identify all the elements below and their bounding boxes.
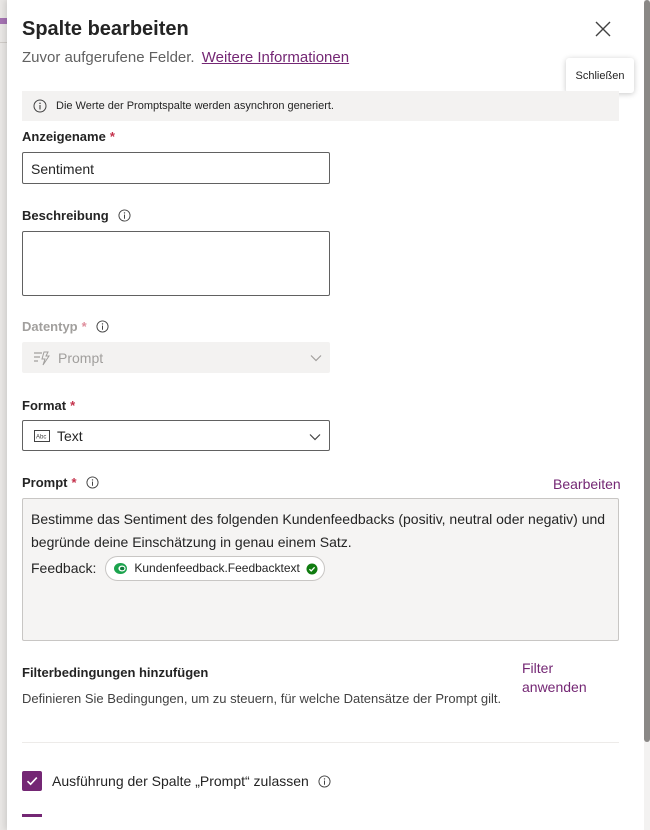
format-label-text: Format bbox=[22, 398, 67, 413]
panel-subtitle bbox=[22, 49, 349, 66]
data-type-label-text: Datentyp bbox=[22, 319, 78, 334]
chevron-down-icon bbox=[308, 430, 322, 444]
format-dropdown[interactable] bbox=[22, 420, 330, 451]
prompt-icon bbox=[33, 350, 51, 366]
prompt-text-area[interactable] bbox=[22, 498, 619, 641]
required-mark: * bbox=[70, 398, 76, 413]
chevron-down-icon bbox=[309, 351, 323, 365]
close-tooltip: Schließen bbox=[566, 58, 634, 93]
allow-execution-row bbox=[22, 771, 331, 791]
background-divider bbox=[0, 42, 7, 43]
display-name-label bbox=[22, 129, 115, 144]
field-chip-label: Kundenfeedback.Feedbacktext bbox=[134, 561, 300, 575]
panel-scrollbar[interactable] bbox=[644, 0, 650, 830]
panel-title: Spalte bearbeiten bbox=[22, 18, 189, 40]
info-icon bbox=[33, 99, 47, 113]
background-accent-mark bbox=[0, 18, 7, 24]
scrollbar-thumb[interactable] bbox=[644, 0, 650, 742]
async-info-bar bbox=[22, 91, 619, 121]
background-app-strip bbox=[0, 0, 7, 830]
required-mark: * bbox=[71, 475, 77, 490]
prompt-text-line: begründe deine Einschätzung in genau einem Satz. bbox=[31, 534, 352, 550]
text-format-icon bbox=[34, 430, 50, 442]
edit-prompt-link[interactable]: Bearbeiten bbox=[553, 476, 621, 492]
prompt-label-text: Prompt bbox=[22, 475, 68, 490]
info-icon[interactable] bbox=[86, 476, 99, 489]
section-divider bbox=[22, 742, 619, 743]
info-icon[interactable] bbox=[118, 209, 131, 222]
allow-execution-checkbox[interactable] bbox=[22, 771, 42, 791]
close-button[interactable] bbox=[592, 18, 614, 40]
format-label bbox=[22, 398, 75, 413]
apply-filter-link[interactable]: Filter anwenden bbox=[522, 660, 587, 695]
learn-more-link[interactable]: Weitere Informationen bbox=[201, 49, 350, 66]
next-checkbox-partial bbox=[22, 814, 42, 817]
required-mark: * bbox=[109, 129, 115, 144]
data-type-dropdown bbox=[22, 342, 330, 373]
display-name-label-text: Anzeigename bbox=[22, 129, 106, 144]
data-type-label bbox=[22, 319, 109, 334]
allow-execution-label: Ausführung der Spalte „Prompt“ zulassen bbox=[52, 773, 309, 789]
edit-column-panel bbox=[7, 0, 650, 830]
description-label-text: Beschreibung bbox=[22, 208, 109, 223]
description-input[interactable] bbox=[22, 231, 330, 296]
prompt-label bbox=[22, 475, 99, 490]
checkmark-icon bbox=[25, 774, 39, 788]
feedback-label: Feedback: bbox=[31, 560, 97, 576]
close-icon bbox=[592, 18, 614, 40]
filter-title: Filterbedingungen hinzufügen bbox=[22, 665, 209, 680]
subtitle-text: Zuvor aufgerufene Felder. bbox=[22, 49, 195, 66]
required-mark: * bbox=[81, 319, 87, 334]
check-circle-icon bbox=[306, 563, 318, 575]
description-label bbox=[22, 208, 131, 223]
info-icon[interactable] bbox=[318, 775, 331, 788]
info-bar-text: Die Werte der Promptspalte werden asynchron generiert. bbox=[56, 100, 334, 112]
format-value: Text bbox=[57, 427, 83, 444]
data-type-value: Prompt bbox=[58, 349, 104, 366]
prompt-feedback-line bbox=[31, 556, 610, 581]
field-chip[interactable] bbox=[105, 556, 324, 581]
dataverse-icon bbox=[113, 562, 128, 575]
filter-description: Definieren Sie Bedingungen, um zu steuern, für welche Datensätze der Prompt gilt. bbox=[22, 691, 502, 706]
prompt-text-line: Bestimme das Sentiment des folgenden Kundenfeedbacks (positiv, neutral oder negativ) und bbox=[31, 511, 606, 527]
svg-text:Abc: Abc bbox=[36, 434, 47, 440]
info-icon[interactable] bbox=[96, 320, 109, 333]
display-name-input[interactable]: Sentiment bbox=[22, 152, 330, 184]
